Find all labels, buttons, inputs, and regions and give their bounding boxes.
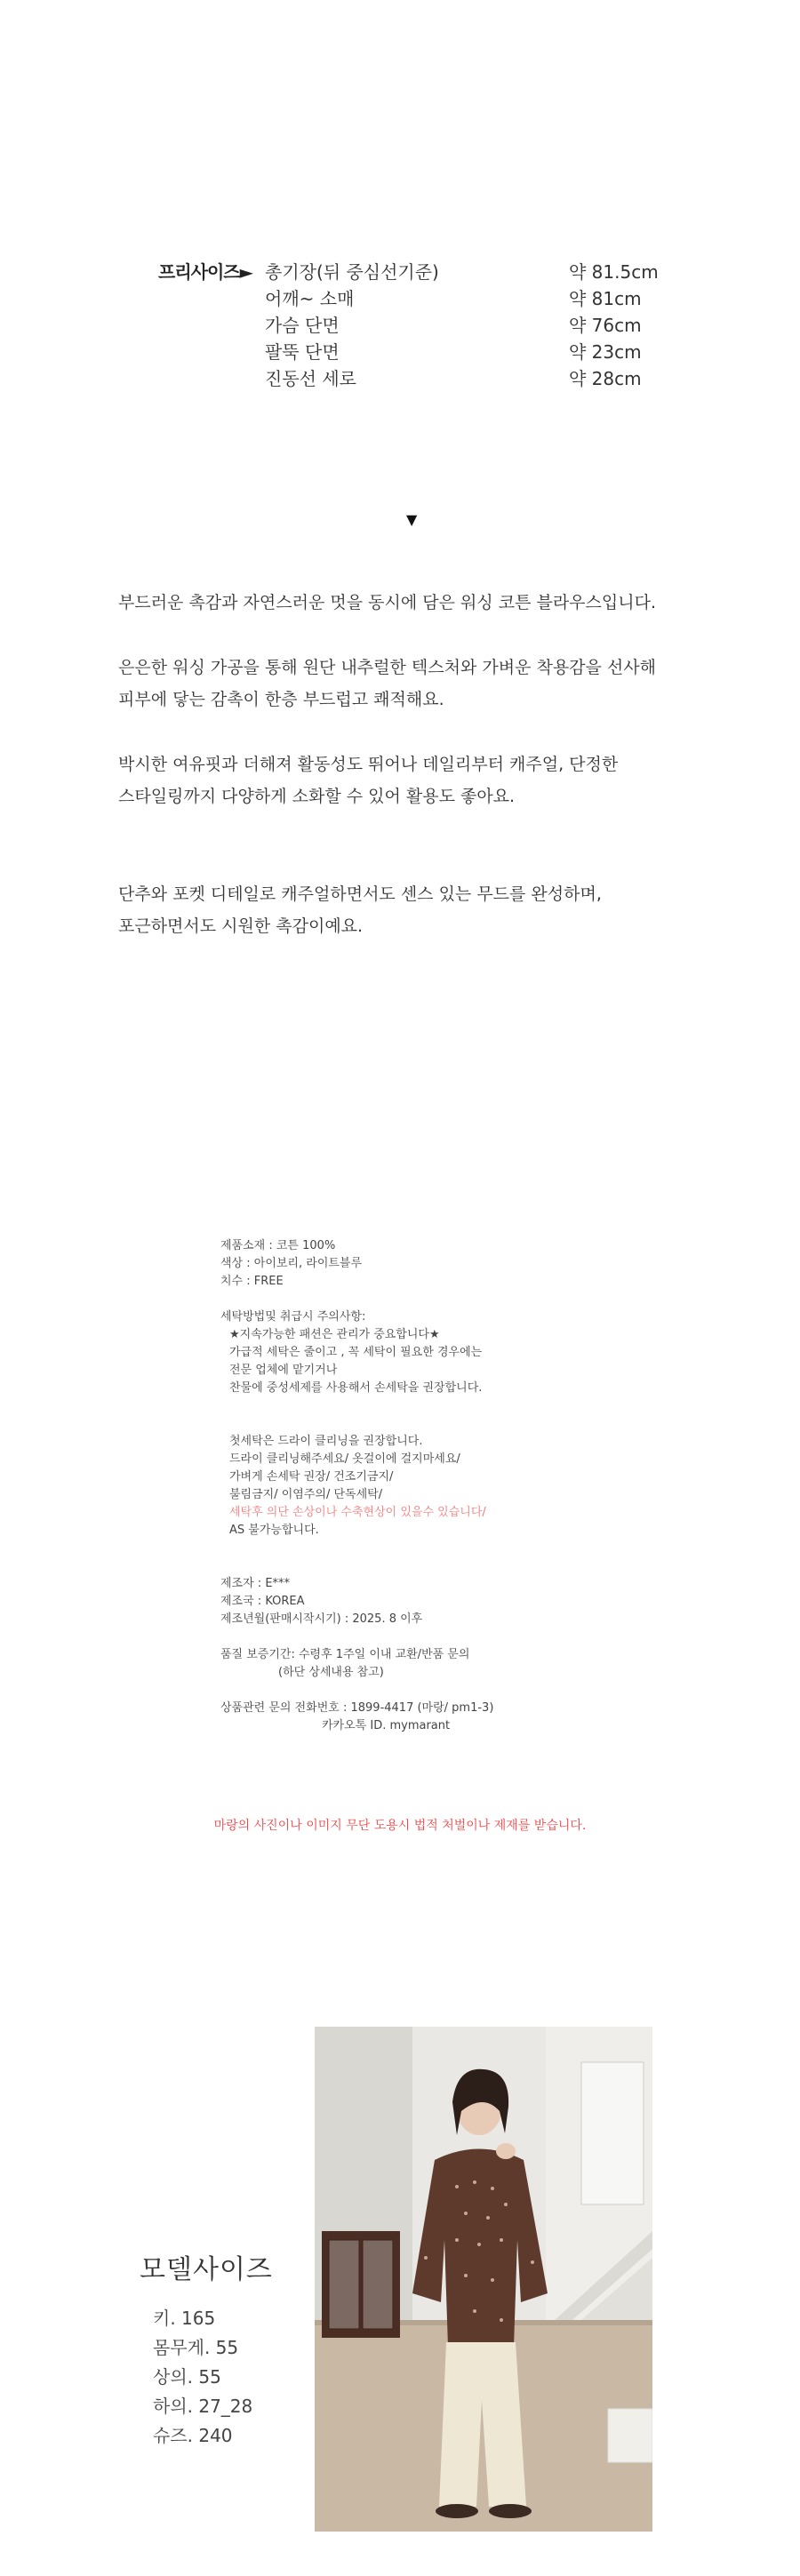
care-line: ★지속가능한 패션은 관리가 중요합니다★ xyxy=(229,1328,440,1341)
model-photo xyxy=(315,2027,652,2532)
model-height: 키. 165 xyxy=(153,2308,216,2329)
size-row-value: 약 76cm xyxy=(569,315,642,336)
material-text: 제품소재 : 코튼 100% xyxy=(220,1239,336,1252)
country-text: 제조국 : KOREA xyxy=(220,1595,305,1608)
color-text: 색상 : 아이보리, 라이트블루 xyxy=(220,1257,363,1270)
wash-warning: 세탁후 의단 손상이나 수축현상이 있을수 있습니다/ xyxy=(229,1506,486,1519)
wash-line: 첫세탁은 드라이 클리닝을 권장합니다. xyxy=(229,1435,423,1448)
maker-text: 제조자 : E*** xyxy=(220,1577,291,1590)
size-row-name: 진동선 세로 xyxy=(265,368,356,389)
care-title: 세탁방법및 취급시 주의사항: xyxy=(220,1310,366,1324)
description-line: 스타일링까지 다양하게 소화할 수 있어 활용도 좋아요. xyxy=(118,787,516,806)
wash-line: 가벼게 손세탁 권장/ 건조기금지/ xyxy=(229,1470,394,1484)
care-line: 전문 업체에 맡기거나 xyxy=(229,1364,338,1377)
copyright-notice: 마랑의 사진이나 이미지 무단 도용시 법적 처벌이나 제재를 받습니다. xyxy=(213,1819,587,1833)
size-label: 프리사이즈► xyxy=(158,261,252,283)
size-row-value: 약 28cm xyxy=(569,368,642,389)
warranty-text: 품질 보증기간: 수령후 1주일 이내 교환/반품 문의 xyxy=(220,1648,470,1661)
model-top-size: 상의. 55 xyxy=(153,2366,221,2388)
description-line: 박시한 여유핏과 더해져 활동성도 뛰어나 데일리부터 캐주얼, 단정한 xyxy=(118,755,619,774)
size-row-value: 약 81.5cm xyxy=(569,261,659,283)
description-line: 은은한 워싱 가공을 통해 원단 내추럴한 텍스처와 가벼운 착용감을 선사해 xyxy=(118,658,656,677)
size-row-value: 약 23cm xyxy=(569,341,642,363)
down-arrow-icon: ▼ xyxy=(406,511,418,528)
model-weight: 몸무게. 55 xyxy=(153,2337,239,2358)
description-line: 포근하면서도 시원한 촉감이예요. xyxy=(118,916,364,936)
wash-line: AS 불가능합니다. xyxy=(229,1524,319,1537)
care-line: 찬물에 중성세제를 사용해서 손세탁을 권장합니다. xyxy=(229,1381,483,1395)
description-line: 단추와 포켓 디테일로 캐주얼하면서도 센스 있는 무드를 완성하며, xyxy=(118,884,602,904)
model-size-title: 모델사이즈 xyxy=(140,2254,273,2285)
wash-line: 불림금지/ 이염주의/ 단독세탁/ xyxy=(229,1488,383,1501)
care-line: 가급적 세탁은 줄이고 , 꼭 세탁이 필요한 경우에는 xyxy=(229,1346,483,1359)
size-row-name: 팔뚝 단면 xyxy=(265,341,340,363)
date-text: 제조년월(판매시작시기) : 2025. 8 이후 xyxy=(220,1612,423,1626)
warranty-note: (하단 상세내용 참고) xyxy=(278,1666,384,1679)
size-row-name: 가슴 단면 xyxy=(265,315,340,336)
description-line: 부드러운 촉감과 자연스러운 멋을 동시에 담은 워싱 코튼 블라우스입니다. xyxy=(118,593,656,612)
size-row-name: 어깨~ 소매 xyxy=(265,288,355,309)
wash-line: 드라이 클리닝해주세요/ 옷걸이에 걸지마세요/ xyxy=(229,1452,460,1466)
description-line: 피부에 닿는 감촉이 한층 부드럽고 쾌적해요. xyxy=(118,690,444,709)
size-text: 치수 : FREE xyxy=(220,1275,284,1288)
size-row-name: 총기장(뒤 중심선기준) xyxy=(265,261,439,283)
model-bottom-size: 하의. 27_28 xyxy=(153,2396,253,2417)
kakao-text: 카카오톡 ID. mymarant xyxy=(322,1719,451,1732)
contact-text: 상품관련 문의 전화번호 : 1899-4417 (마랑/ pm1-3) xyxy=(220,1701,494,1715)
model-shoe-size: 슈즈. 240 xyxy=(153,2425,233,2446)
size-row-value: 약 81cm xyxy=(569,288,642,309)
